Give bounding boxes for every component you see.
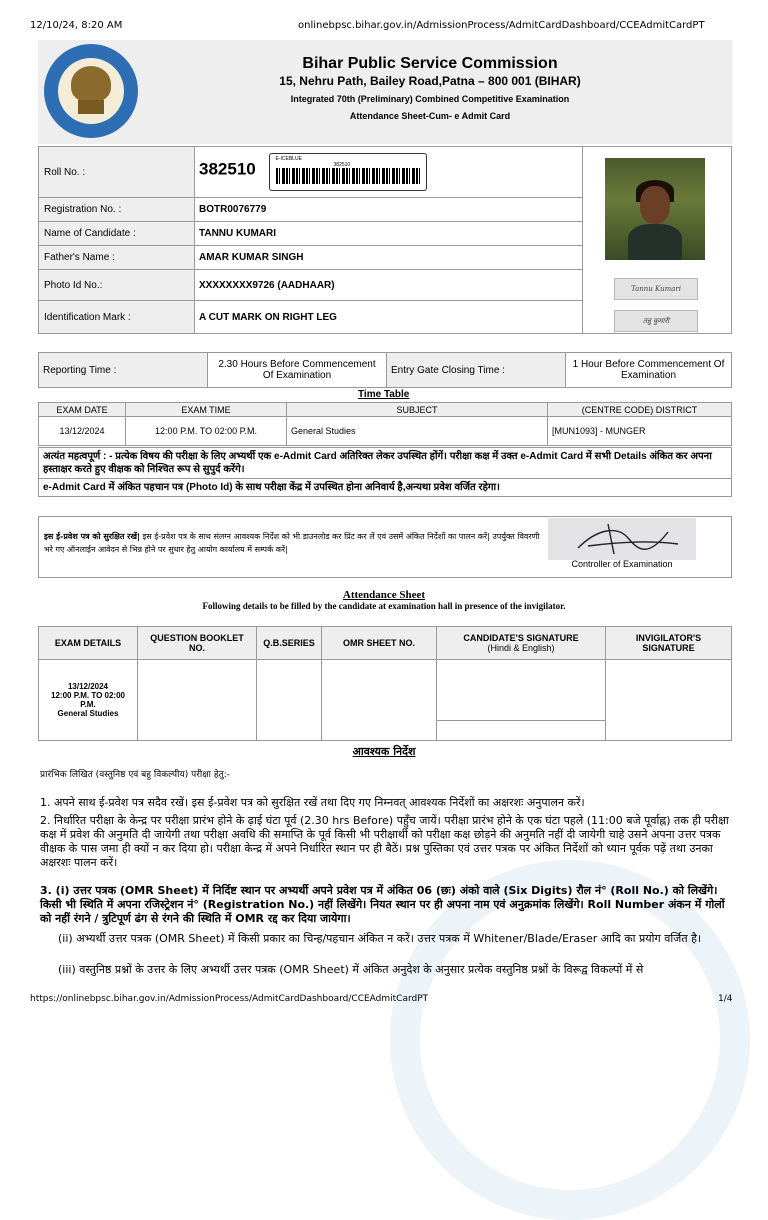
registration-label: Registration No. :	[39, 198, 195, 222]
att-header-booklet: QUESTION BOOKLET NO.	[138, 627, 257, 660]
instruction-3-ii: (ii) अभ्यर्थी उत्तर पत्रक (OMR Sheet) में किसी प्रकार का चिन्ह/पहचान अंकित न करें। उत्तर पत्रक में Whitener/Blade/Eraser आदि का प्रयोग वर्जित है।	[58, 932, 702, 945]
att-series-cell	[257, 660, 322, 741]
att-exam-subject: General Studies	[57, 709, 119, 718]
att-exam-details	[39, 660, 138, 741]
name-label: Name of Candidate :	[39, 222, 195, 246]
candidate-signature-english: Tannu Kumari	[614, 278, 698, 300]
roll-cell	[195, 147, 583, 198]
instructions-intro: प्रारंभिक लिखित (वस्तुनिष्ठ एवं बहु विकल्पीय) परीक्षा हेतु:-	[40, 770, 231, 780]
tree-emblem-icon	[71, 66, 111, 102]
tt-header-date: EXAM DATE	[39, 403, 126, 417]
page-number: 1/4	[718, 994, 733, 1004]
tt-header-subject: SUBJECT	[287, 403, 548, 417]
father-label: Father's Name :	[39, 246, 195, 270]
print-datetime: 12/10/24, 8:20 AM	[30, 20, 123, 31]
photo-id-value: XXXXXXXX9726 (AADHAAR)	[195, 270, 583, 301]
tt-header-time: EXAM TIME	[126, 403, 287, 417]
att-exam-date: 13/12/2024	[67, 682, 109, 691]
tt-subject: General Studies	[287, 417, 548, 446]
att-header-candidate-sign-label: CANDIDATE'S SIGNATURE	[463, 633, 579, 643]
emblem-base-icon	[78, 100, 104, 114]
controller-label: Controller of Examination	[571, 559, 673, 569]
photo-shoulders	[628, 224, 682, 260]
reporting-value: 2.30 Hours Before Commencement Of Examination	[208, 353, 387, 388]
registration-value: BOTR0076779	[195, 198, 583, 222]
save-notice-text	[44, 530, 540, 556]
instructions-title: आवश्यक निर्देश	[352, 745, 416, 758]
attendance-table	[38, 626, 732, 741]
document-title: Attendance Sheet-Cum- e Admit Card	[349, 111, 511, 121]
att-header-exam-details: EXAM DETAILS	[39, 627, 138, 660]
tt-district: [MUN1093] - MUNGER	[548, 417, 732, 446]
footer-url: https://onlinebpsc.bihar.gov.in/AdmissionProcess/AdmitCardDashboard/CCEAdmitCardPT	[30, 994, 429, 1004]
gate-value: 1 Hour Before Commencement Of Examination	[566, 353, 732, 388]
identification-mark-label: Identification Mark :	[39, 301, 195, 334]
att-header-candidate-sign-sub: (Hindi & English)	[487, 643, 555, 653]
photo-face	[640, 186, 670, 224]
att-booklet-cell	[138, 660, 257, 741]
note-important: अत्यंत महत्वपूर्ण : - प्रत्येक विषय की परीक्षा के लिए अभ्यर्थी एक e-Admit Card अतिरिक्त लेकर उपस्थित होंगें। परीक्षा कक्ष में उक्त e-Admit Card में सभी Details अंकित कर अपना हस्ताक्षर करते हुए वीक्षक को निश्चित रूप से सुपुर्द करेंगे।	[39, 448, 732, 479]
roll-label: Roll No. :	[39, 147, 195, 198]
attendance-subtitle: Following details to be filled by the candidate at examination hall in presence of the invigilator.	[202, 601, 566, 611]
att-exam-time: 12:00 P.M. TO 02:00 P.M.	[51, 691, 125, 709]
barcode-number: 382510	[333, 162, 351, 168]
reporting-table	[38, 352, 732, 388]
print-url: onlinebpsc.bihar.gov.in/AdmissionProcess/AdmitCardDashboard/CCEAdmitCardPT	[298, 20, 705, 31]
commission-title: Bihar Public Service Commission	[302, 55, 558, 72]
att-header-invigilator: INVIGILATOR'S SIGNATURE	[606, 627, 732, 660]
barcode-caption: E-ICEBLUE	[275, 156, 302, 162]
controller-signature	[548, 518, 696, 560]
save-notice-bold: इस ई-प्रवेश पत्र को सुरक्षित रखें|	[44, 532, 140, 541]
att-candidate-sign-cell	[437, 660, 606, 741]
name-value: TANNU KUMARI	[195, 222, 583, 246]
exam-name: Integrated 70th (Preliminary) Combined Competitive Examination	[290, 94, 570, 104]
instruction-3-i: 3. (i) उत्तर पत्रक (OMR Sheet) में निर्दिष्ट स्थान पर अभ्यर्थी अपने प्रवेश पत्र में अंकित 06 (छः) अंको वाले (Six Digits) रौल नं° (Roll No.) को लिखेंगे। किसी भी स्थिति में अपना रजिस्ट्रेशन नं° (Registration No.) नहीं लिखेंगे। नियत स्थान पर ही अपना नाम एवं अनुक्रमांक लिखेंगे। Roll Number अंकन में गोलों को नहीं रंगने / त्रुटिपूर्ण ढंग से रंगने की स्थिति में OMR रद्द कर दिया जायेगा।	[40, 884, 725, 925]
tt-date: 13/12/2024	[39, 417, 126, 446]
timetable-title: Time Table	[358, 389, 410, 400]
identification-mark-value: A CUT MARK ON RIGHT LEG	[195, 301, 583, 334]
commission-address: 15, Nehru Path, Bailey Road,Patna – 800 001 (BIHAR)	[279, 74, 581, 88]
tt-header-district: (CENTRE CODE) DISTRICT	[548, 403, 732, 417]
timetable-table	[38, 402, 732, 446]
barcode-bars	[276, 168, 420, 184]
att-header-candidate-sign	[437, 627, 606, 660]
instruction-1: 1. अपने साथ ई-प्रवेश पत्र सदैव रखें। इस ई-प्रवेश पत्र को सुरक्षित रखें तथा दिए गए निम्नवत् आवश्यक निर्देशों का अक्षरशः अनुपालन करें।	[40, 796, 585, 809]
roll-number: 382510	[199, 159, 256, 179]
att-invigilator-cell	[606, 660, 732, 741]
save-notice-body: इस ई-प्रवेश पत्र के साथ संलग्न आवश्यक निर्देश को भी डाउनलोड कर प्रिंट कर लें एवं उसमें अंकित निर्देशों का पालन करें| उपर्युक्त विवरणी भरे गए ऑनलाईन आवेदन से भिन्न होने पर सुधार हेतु आयोग कार्यालय में सम्पर्क करें|	[44, 532, 540, 554]
att-header-omr: OMR SHEET NO.	[322, 627, 437, 660]
tt-time: 12:00 P.M. TO 02:00 P.M.	[126, 417, 287, 446]
instruction-2: 2. निर्धारित परीक्षा के केन्द्र पर परीक्षा प्रारंभ होने के ढ़ाई घंटा पूर्व (2.30 hrs Before) पहुँच जायें। परीक्षा प्रारंभ होने के एक घंटा पहले (11:00 बजे पूर्वाह्न) तक ही परीक्षा कक्ष में प्रवेश की अनुमति दी जायेगी तथा परीक्षा अवधि की समाप्ति के पूर्व किसी भी परीक्षार्थी को परीक्षा कक्ष छोड़ने की अनुमति नहीं दी जायेगी चाहे उसने अपना उत्तर पत्रक वीक्षक के पास जमा ही क्यों न कर दिया हो। परीक्षा केन्द्र में अपने निर्धारित स्थान पर ही बैठें। प्रश्न पुस्तिका एवं उत्तर पत्रक पर अंकित निर्देशों को ध्यान पूर्वक पढ़ें तथा उनका अक्षरशः पालन करें।	[40, 814, 729, 869]
att-omr-cell	[322, 660, 437, 741]
reporting-label: Reporting Time :	[39, 353, 208, 388]
instruction-3-iii: (iii) वस्तुनिष्ठ प्रश्नों के उत्तर के लिए अभ्यर्थी उत्तर पत्रक (OMR Sheet) में अंकित अनुदेश के अनुसार प्रत्येक वस्तुनिष्ठ प्रश्नों के विरूद्व विकल्पों में से	[58, 963, 644, 976]
important-notes	[38, 447, 732, 497]
att-header-series: Q.B.SERIES	[257, 627, 322, 660]
note-photo-id: e-Admit Card में अंकित पहचान पत्र (Photo Id) के साथ परीक्षा केंद्र में उपस्थित होना अनिवार्य है,अन्यथा प्रवेश वर्जित रहेगा।	[39, 479, 732, 497]
photo-id-label: Photo Id No.:	[39, 270, 195, 301]
candidate-signature-hindi: तन्नु कुमारी	[614, 310, 698, 332]
gate-label: Entry Gate Closing Time :	[387, 353, 566, 388]
roll-barcode	[269, 153, 427, 191]
father-value: AMAR KUMAR SINGH	[195, 246, 583, 270]
attendance-title: Attendance Sheet	[342, 589, 426, 601]
